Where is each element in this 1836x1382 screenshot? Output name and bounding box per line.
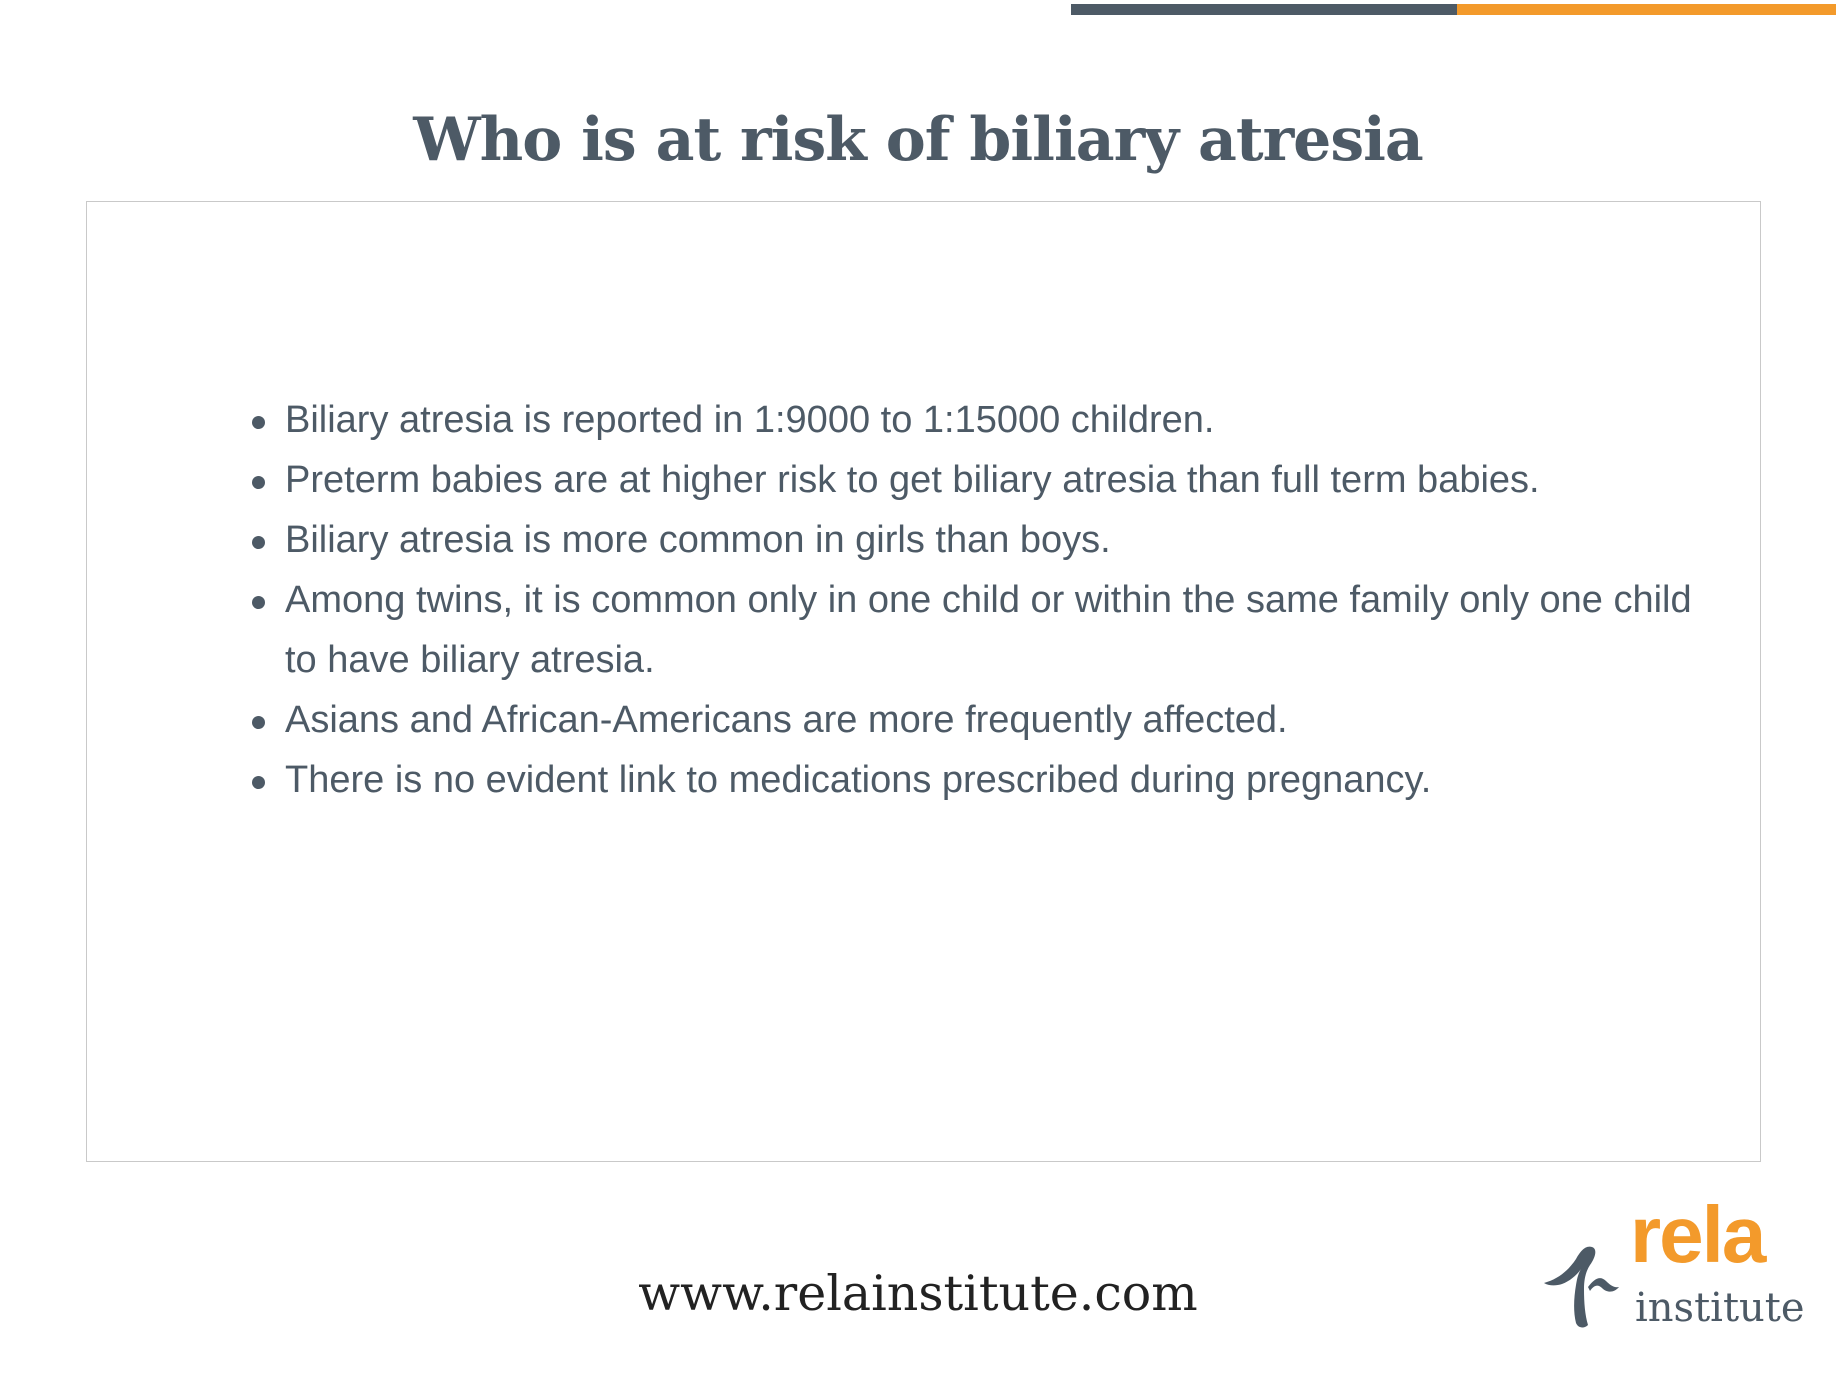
list-item-text: There is no evident link to medications prescribed during pregnancy. [285,759,1432,801]
list-item-text: Preterm babies are at higher risk to get biliary atresia than full term babies. [285,459,1540,501]
accent-bar-orange-segment [1457,4,1836,15]
list-item-text: Biliary atresia is more common in girls than boys. [285,519,1111,561]
list-item [250,510,1710,570]
list-item [250,390,1710,450]
page-title: Who is at risk of biliary atresia [413,105,1423,175]
list-item-text: Among twins, it is common only in one child or within the same family only one child to have biliary atresia. [285,579,1692,681]
footer-website: www.relainstitute.com [638,1265,1198,1322]
list-item-text: Biliary atresia is reported in 1:9000 to 1:15000 children. [285,399,1215,441]
rela-bird-mark-icon [1540,1225,1620,1330]
list-item-text: Asians and African-Americans are more frequently affected. [285,699,1288,741]
logo-wordmark-institute: institute [1635,1285,1805,1331]
bullet-icon [252,776,265,789]
bullet-icon [252,596,265,609]
list-item [250,450,1710,510]
accent-bar-dark-segment [1071,4,1457,15]
list-item [250,750,1710,810]
bullet-icon [252,476,265,489]
bullet-icon [252,716,265,729]
bullet-icon [252,416,265,429]
rela-institute-logo [1535,1190,1805,1335]
top-accent-bar [1071,4,1836,15]
list-item [250,690,1710,750]
bullet-icon [252,536,265,549]
risk-factor-list [250,390,1710,810]
logo-wordmark-rela: rela [1630,1190,1765,1279]
list-item [250,570,1710,690]
